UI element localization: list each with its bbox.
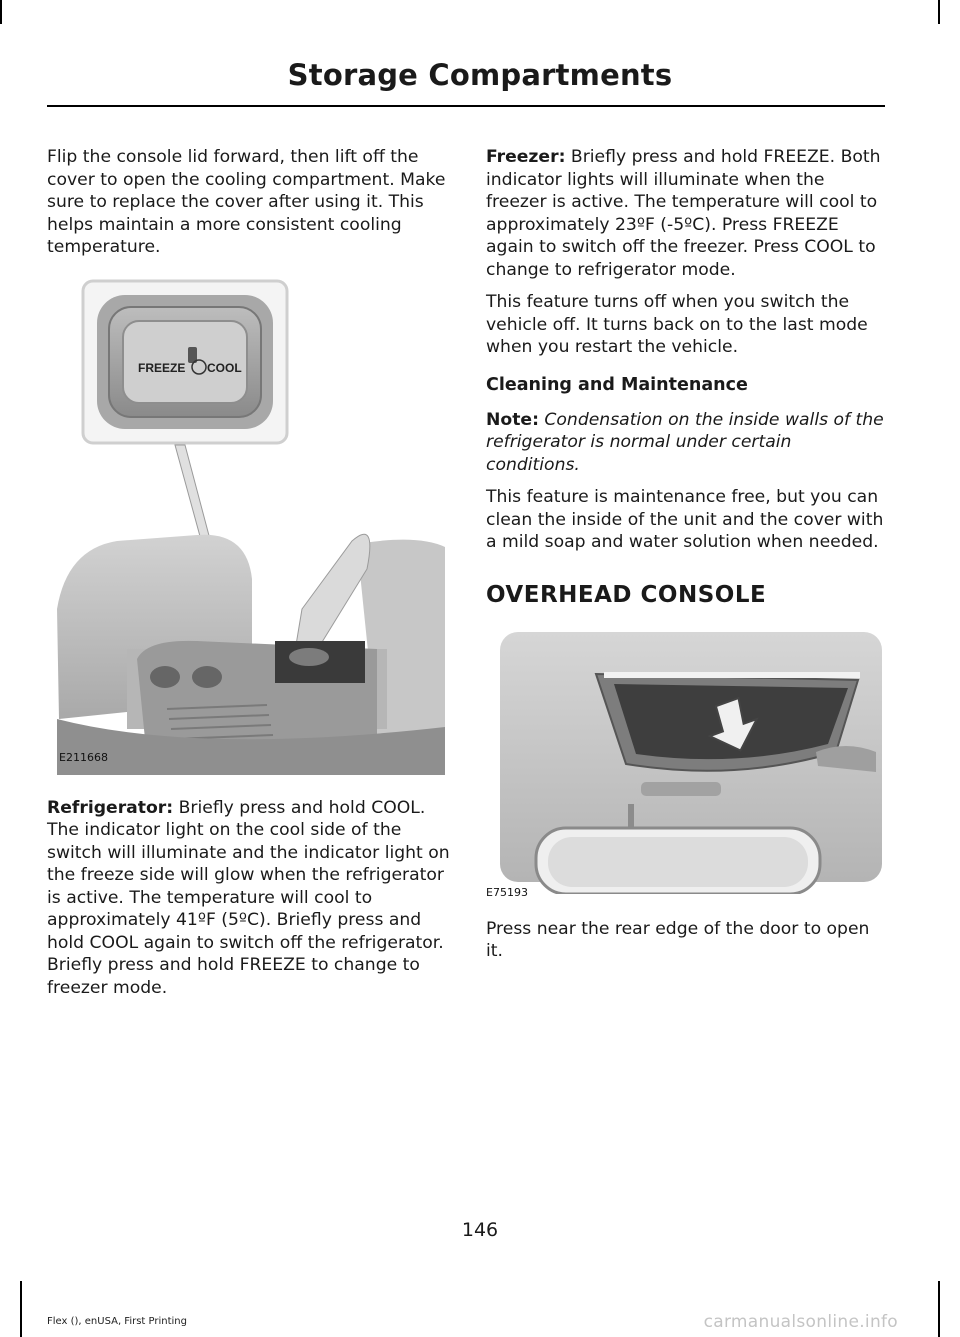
maintenance-paragraph: This feature is maintenance free, but you can clean the inside of the unit and the cover with a mild soap and water solution when needed. <box>486 487 884 552</box>
intro-paragraph: Flip the console lid forward, then lift off the cover to open the cooling compartment. Make sure to replace the cover after using it. This helps maintain a more consistent cooling temperature. <box>47 147 446 257</box>
cooler-figure <box>47 279 447 775</box>
crop-mark <box>938 1281 940 1337</box>
overhead-console-heading: OVERHEAD CONSOLE <box>486 581 767 608</box>
page-number: 146 <box>461 1219 499 1241</box>
overhead-console-illustration <box>486 632 882 894</box>
page-title: Storage Compartments <box>287 58 673 92</box>
crop-mark <box>0 0 2 24</box>
right-column <box>486 146 884 963</box>
cool-label: COOL <box>207 360 242 375</box>
freezer-label: Freezer: <box>486 147 566 167</box>
refrigerator-text: Briefly press and hold COOL. The indicator light on the cool side of the switch will illuminate and the indicator light on the freeze side will glow when the refrigerator is active. The temperature will cool to approximately 41ºF (5ºC). Briefly press and hold COOL again to switch off the refrigerator. Briefly press and hold FREEZE to change to freezer mode. <box>47 797 450 998</box>
note-label: Note: <box>486 409 539 430</box>
watermark: carmanualsonline.info <box>703 1312 898 1332</box>
edition-footer: Flex (), enUSA, First Printing <box>47 1316 187 1327</box>
press-paragraph: Press near the rear edge of the door to open it. <box>486 918 870 961</box>
note-paragraph <box>486 409 884 477</box>
console-cooler-illustration <box>47 279 447 775</box>
header-rule <box>47 105 885 107</box>
feature-off-paragraph: This feature turns off when you switch the vehicle off. It turns back on to the last mode when you restart the vehicle. <box>486 292 868 357</box>
freezer-paragraph <box>486 146 884 281</box>
figure-code: E211668 <box>59 750 108 764</box>
freeze-label: FREEZE <box>138 360 186 375</box>
refrigerator-paragraph <box>47 797 452 1000</box>
overhead-console-figure <box>486 632 882 899</box>
left-column <box>47 146 452 999</box>
cleaning-heading: Cleaning and Maintenance <box>486 374 748 395</box>
crop-mark <box>938 0 940 24</box>
note-text: Condensation on the inside walls of the refrigerator is normal under certain conditions. <box>486 409 884 475</box>
freezer-text: Briefly press and hold FREEZE. Both indicator lights will illuminate when the freezer is active. The temperature will cool to approximately 23ºF (-5ºC). Press FREEZE again to switch off the freezer. Press COOL to change to refrigerator mode. <box>486 147 881 280</box>
refrigerator-label: Refrigerator: <box>47 797 174 818</box>
crop-mark <box>20 1281 22 1337</box>
figure-code: E75193 <box>486 886 532 899</box>
